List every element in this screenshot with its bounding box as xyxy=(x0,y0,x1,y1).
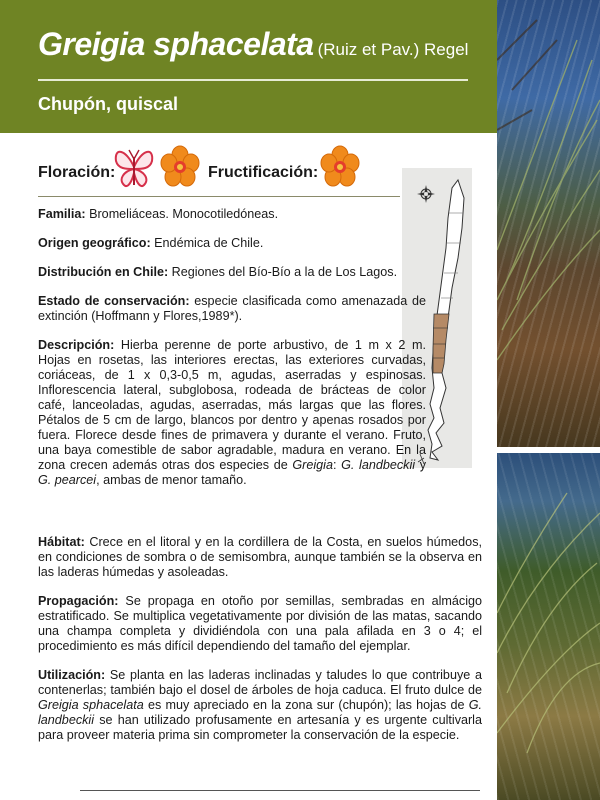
utilizacion-paragraph xyxy=(38,668,482,743)
habitat-text: Crece en el litoral y en la cordillera de la Costa, en suelos húmedos, en condiciones de sombra o de semisombra, aunque también se la observa en las laderas húmedas y asoleadas. xyxy=(38,535,482,579)
familia-paragraph xyxy=(38,207,426,222)
propagacion-text: Se propaga en otoño por semillas, sembradas en almácigo estratificado. Se multiplica vegetativamente por división de las matas, sacando una champa completa y dividiéndola con una pala afilada en 3 o 4; el procedimiento es más difícil dependiendo del tamaño del ejemplar. xyxy=(38,594,482,653)
phenology-divider xyxy=(38,196,400,197)
propagacion-paragraph xyxy=(38,594,482,654)
habitat-label: Hábitat: xyxy=(38,535,85,549)
distribucion-text: Regiones del Bío-Bío a la de Los Lagos. xyxy=(168,265,398,279)
butterfly-icon xyxy=(112,145,156,196)
species-info-wide xyxy=(38,535,482,757)
scientific-name: Greigia sphacelata xyxy=(38,26,314,62)
propagacion-label: Propagación: xyxy=(38,594,119,608)
familia-text: Bromeliáceas. Monocotiledóneas. xyxy=(85,207,279,221)
distribucion-paragraph xyxy=(38,265,426,280)
plant-photo-bottom xyxy=(497,453,600,800)
estado-text: especie clasificada como amenazada de extinción (Hoffmann y Flores,1989*). xyxy=(38,294,426,323)
estado-label: Estado de conservación: xyxy=(38,294,190,308)
page-title xyxy=(38,26,468,63)
fruiting-label: Fructificación: xyxy=(208,164,319,181)
familia-label: Familia: xyxy=(38,207,86,221)
header-band xyxy=(0,0,497,133)
common-names: Chupón, quiscal xyxy=(38,94,179,114)
descripcion-and: y xyxy=(415,458,426,472)
descripcion-text: Hierba perenne de porte arbustivo, de 1 m x 2 m. Hojas en rosetas, las interiores erectas, las exteriores curvadas, coriáceas, de 1 x 0,3-0,5 m, agudas, aserradas y espinosas. Inflorescencia lateral, subglobosa, rodeada de brácteas de color café, lanceoladas, agudas, aserradas, más largas que las flores. Pétalos de 5 cm de largo, blancos por dentro y apenas rosados por fuera. Florece desde fines de primavera y durante el verano. Fruto, una baya comestible de sabor agradable, madura en verano. En la zona crecen además otras dos especies de xyxy=(38,338,426,472)
descripcion-tail: , ambas de menor tamaño. xyxy=(96,473,247,487)
grass-leaves-icon xyxy=(497,0,600,447)
descripcion-label: Descripción: xyxy=(38,338,115,352)
descripcion-genus: Greigia xyxy=(292,458,333,472)
utilizacion-text2: es muy apreciado en la zona sur (chupón); las hojas de xyxy=(143,698,469,712)
descripcion-paragraph xyxy=(38,338,426,488)
utilizacion-species1: Greigia sphacelata xyxy=(38,698,144,712)
origen-paragraph xyxy=(38,236,426,251)
utilizacion-species2: G. landbeckii xyxy=(38,698,482,727)
descripcion-colon: : xyxy=(332,458,342,472)
utilizacion-label: Utilización: xyxy=(38,668,106,682)
utilizacion-text1: Se planta en las laderas inclinadas y taludes lo que contribuye a contenerlas; también bajo el dosel de árboles de hoja caduca. El fruto dulce de xyxy=(38,668,482,697)
distribucion-label: Distribución en Chile: xyxy=(38,265,169,279)
flower-icon xyxy=(318,145,362,194)
bottom-divider xyxy=(80,790,480,791)
estado-paragraph xyxy=(38,294,426,324)
flowering-label: Floración: xyxy=(38,164,116,181)
compass-icon xyxy=(417,185,435,203)
utilizacion-text3: se han utilizado profusamente en artesanía y es urgente cultivarla para proveer materia prima sin comprometer la conservación de la especie. xyxy=(38,713,482,742)
flower-icon xyxy=(158,145,202,194)
descripcion-species2: G. pearcei xyxy=(38,473,97,487)
habitat-paragraph xyxy=(38,535,482,580)
grass-clump-icon xyxy=(497,453,600,800)
species-info-narrow xyxy=(38,207,426,502)
title-divider xyxy=(38,79,468,81)
plant-photo-top xyxy=(497,0,600,447)
origen-label: Origen geográfico: xyxy=(38,236,151,250)
descripcion-species1: G. landbeckii xyxy=(341,458,416,472)
origen-text: Endémica de Chile. xyxy=(150,236,264,250)
authority: (Ruiz et Pav.) Regel xyxy=(317,40,469,59)
